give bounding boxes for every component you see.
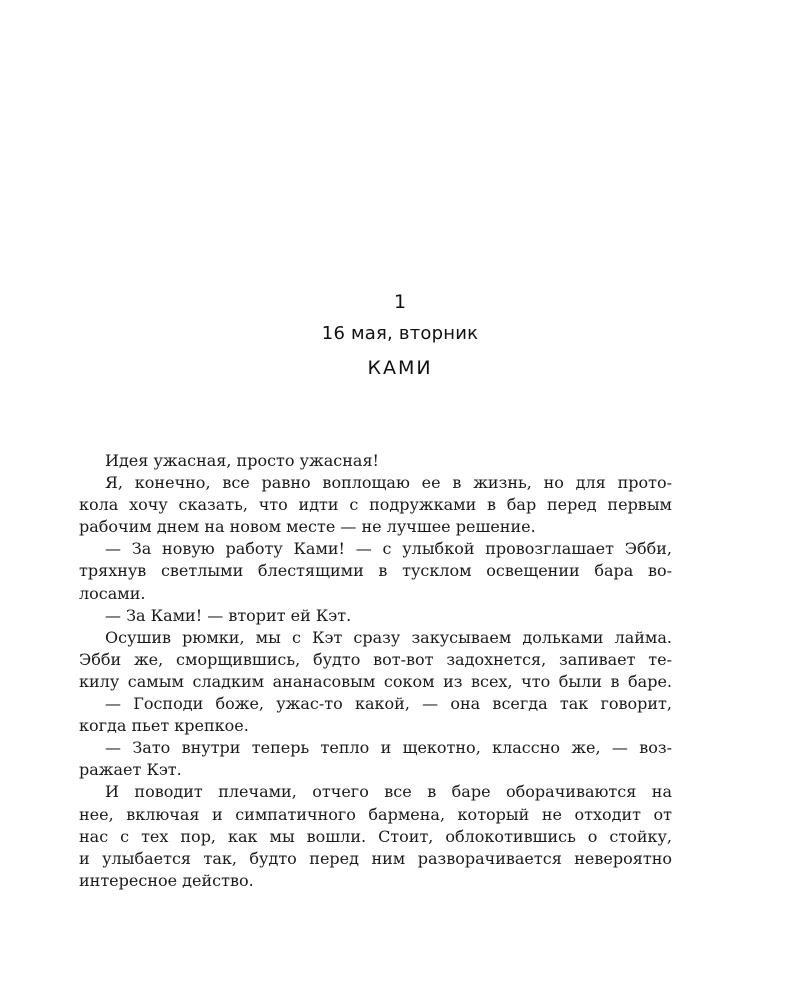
text-line: Я, конечно, все равно воплощаю ее в жизнь, но для прото- [105,473,672,493]
chapter-date: 16 мая, вторник [321,323,479,344]
text-line: килу самым сладким ананасовым соком из всех, что были в баре. [79,671,672,691]
text-line: нее, включая и симпатичного бармена, который не отходит от [79,804,672,824]
text-line: — За новую работу Ками! — с улыбкой провозглашает Эбби, [105,539,672,559]
text-line: — За Ками! — вторит ей Кэт. [105,605,352,625]
text-line: нас с тех пор, как мы вошли. Стоит, облокотившись о стойку, [79,826,672,846]
text-line: Осушив рюмки, мы с Кэт сразу закусываем дольками лайма. [105,627,672,647]
text-line: тряхнув светлыми блестящими в тусклом освещении бара во- [79,561,672,581]
text-line: когда пьет крепкое. [79,716,249,736]
text-line: ражает Кэт. [79,760,182,780]
text-line: Эбби же, сморщившись, будто вот-вот задохнется, запивает те- [79,649,672,669]
text-line: лосами. [79,583,146,603]
chapter-number: 1 [393,291,407,313]
text-line: — Господи боже, ужас-то какой, — она всегда так говорит, [105,694,672,714]
text-line: И поводит плечами, отчего все в баре оборачиваются на [105,782,672,802]
chapter-title: КАМИ [367,357,433,379]
text-line: рабочим днем на новом месте — не лучшее решение. [79,517,536,537]
body-text [79,450,672,892]
text-line: интересное действо. [79,870,254,890]
text-line: Идея ужасная, просто ужасная! [105,451,379,470]
text-line: и улыбается так, будто перед ним разворачивается невероятно [79,848,672,868]
text-line: кола хочу сказать, что идти с подружками в бар перед первым [79,495,672,515]
text-line: — Зато внутри теперь тепло и щекотно, классно же, — воз- [105,738,672,758]
